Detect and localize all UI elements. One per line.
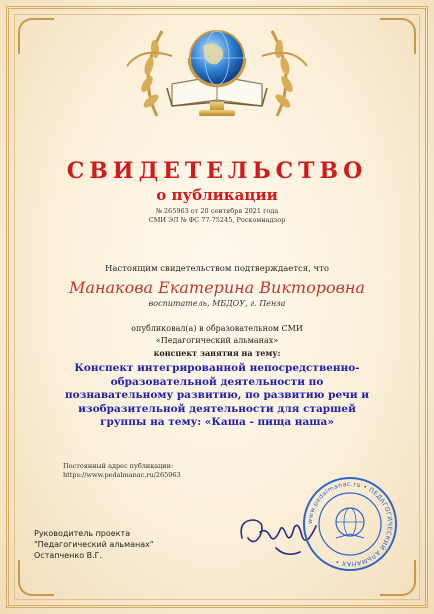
signatory-line-3: Остапченко В.Г. xyxy=(34,551,103,560)
certificate-subtitle: о публикации xyxy=(156,186,278,204)
certificate-number: № 265963 от 20 сентября 2021 года xyxy=(155,207,279,215)
globe-book-emblem-icon xyxy=(117,6,317,134)
certificate-title: СВИДЕТЕЛЬСТВО xyxy=(66,158,368,184)
recipient-name: Манакова Екатерина Викторовна xyxy=(69,278,365,297)
stamp-text: www.pedalmanac.ru • ПЕДАГОГИЧЕСКИЙ АЛЬМАНАХ • xyxy=(306,480,394,568)
published-line-2: «Педагогический альманах» xyxy=(155,336,279,345)
corner-ornament xyxy=(18,18,54,54)
published-line-3: конспект занятия на тему: xyxy=(153,348,281,358)
signatory-block xyxy=(34,528,154,561)
corner-ornament xyxy=(380,18,416,54)
address-url[interactable]: https://www.pedalmanac.ru/265963 xyxy=(63,471,181,479)
confirm-text: Настоящим свидетельством подтверждается, что xyxy=(104,264,329,274)
address-label: Постоянный адрес публикации: xyxy=(63,462,174,470)
published-line-1: опубликовал(а) в образовательном СМИ xyxy=(131,324,303,333)
signatory-line-2: "Педагогический альманах" xyxy=(34,540,154,549)
work-title: Конспект интегрированной непосредственно-образовательной деятельности по познавательному развитию, по развитию речи и изобразительной деятельности для старшей группы на тему: «Каша - пища наша» xyxy=(64,362,370,428)
corner-ornament xyxy=(18,560,54,596)
media-registration: СМИ ЭЛ № ФС 77-75245, Роскомнадзор xyxy=(148,216,286,224)
recipient-position: воспитатель, МБДОУ, г. Пенза xyxy=(148,299,286,308)
signatory-line-1: Руководитель проекта xyxy=(34,529,131,538)
svg-text:www.pedalmanac.ru • ПЕДАГОГИЧЕ xyxy=(307,481,393,567)
official-stamp-icon xyxy=(302,476,398,572)
